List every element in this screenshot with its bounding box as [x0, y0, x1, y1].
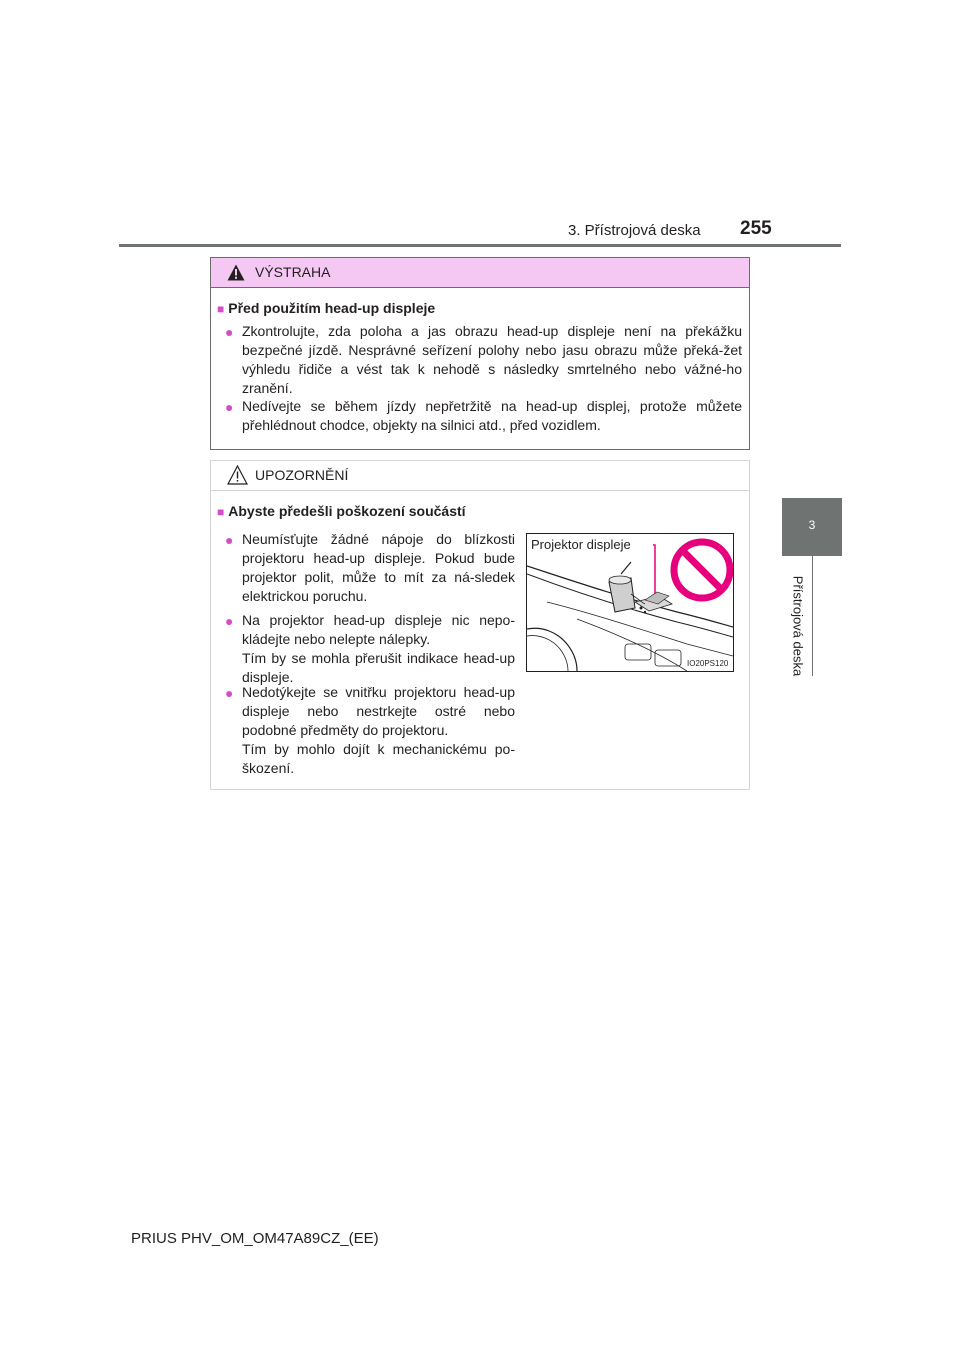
callout-label: Projektor displeje	[531, 537, 631, 552]
section-title: 3. Přístrojová deska	[568, 222, 701, 239]
header-rule	[119, 244, 841, 247]
caution-subheading	[217, 503, 466, 519]
bullet-icon: ●	[225, 685, 234, 701]
chapter-tab-label	[776, 571, 820, 681]
square-bullet-icon: ■	[217, 505, 225, 519]
caution-item-note: Tím by se mohla přerušit indikace head-up displeje.	[242, 650, 515, 685]
dashboard-drawing	[527, 534, 733, 671]
warning-subheading-text: Před použitím head-up displeje	[228, 300, 436, 316]
warning-item: Nedívejte se během jízdy nepřetržitě na head-up displej, protože můžete přehlédnout chodce, objekty na silnici atd., před vozidlem.	[242, 398, 742, 433]
bullet-icon: ●	[225, 399, 234, 415]
warning-box	[210, 257, 750, 450]
caution-title: UPOZORNĚNÍ	[255, 467, 349, 483]
warning-header	[211, 258, 749, 288]
bullet-icon: ●	[225, 324, 234, 340]
image-code: IO20PS120	[687, 659, 729, 668]
caution-header	[211, 461, 749, 491]
bullet-icon: ●	[225, 613, 234, 629]
caution-item: Neumísťujte žádné nápoje do blízkosti projektoru head-up displeje. Pokud bude projektor polit, může to mít za ná-sledek elektrickou poruchu.	[242, 531, 515, 604]
warning-item: Zkontrolujte, zda poloha a jas obrazu head-up displeje není na překážku bezpečné jízdě. Nesprávné seřízení polohy nebo jasu obrazu může překá-žet výhledu řidiče a vést tak k nehodě s následky smrtelného nebo vážné-ho zranění.	[242, 323, 742, 396]
caution-subheading-text: Abyste předešli poškození součástí	[228, 503, 466, 519]
caution-item: Nedotýkejte se vnitřku projektoru head-up displeje nebo nestrkejte ostré nebo podobné předměty do projektoru.	[242, 684, 515, 738]
caution-item: Na projektor head-up displeje nic nepo-kládejte nebo nelepte nálepky.	[242, 612, 515, 647]
bullet-icon: ●	[225, 532, 234, 548]
chapter-tab-label-text: Přístrojová deska	[790, 575, 806, 677]
chapter-tab-number: 3	[808, 518, 816, 532]
warning-subheading	[217, 300, 435, 316]
square-bullet-icon: ■	[217, 302, 225, 316]
projector-illustration	[526, 533, 734, 672]
warning-title: VÝSTRAHA	[255, 264, 331, 280]
warning-triangle-icon	[227, 264, 245, 281]
page-number: 255	[740, 218, 772, 239]
document-code: PRIUS PHV_OM_OM47A89CZ_(EE)	[131, 1230, 379, 1247]
caution-item-note: Tím by mohlo dojít k mechanickému po-škození.	[242, 741, 515, 776]
caution-triangle-icon	[227, 465, 248, 485]
